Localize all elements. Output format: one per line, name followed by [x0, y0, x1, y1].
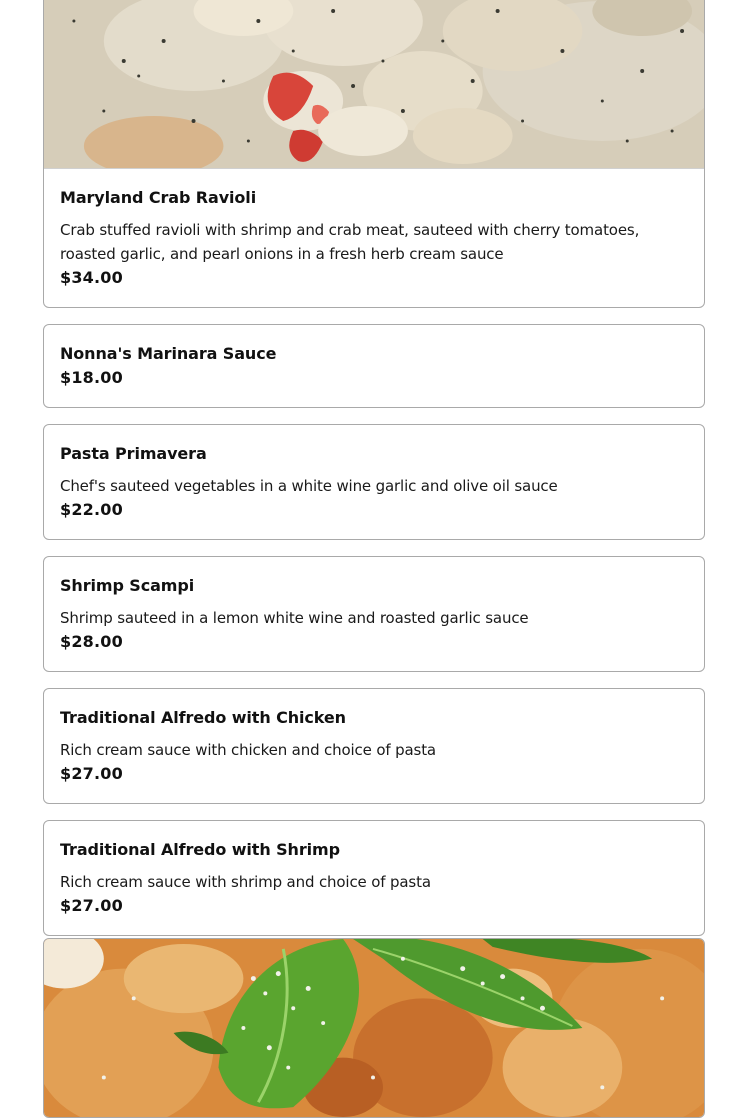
crab-ravioli-photo: [44, 0, 704, 169]
menu-item-description: Crab stuffed ravioli with shrimp and crab meat, sauteed with cherry tomatoes, roasted garlic, and pearl onions in a fresh herb cream sauce: [60, 221, 640, 263]
menu-item-list: [43, 0, 705, 952]
menu-item-price: $27.00: [60, 896, 123, 915]
menu-item-name: Maryland Crab Ravioli: [60, 188, 257, 207]
menu-item-name: Pasta Primavera: [60, 444, 207, 463]
menu-item-name: Nonna's Marinara Sauce: [60, 344, 277, 363]
menu-item-card[interactable]: [43, 688, 705, 804]
menu-item-price: $18.00: [60, 368, 123, 387]
menu-item-name: Traditional Alfredo with Shrimp: [60, 840, 340, 859]
menu-item-description: Rich cream sauce with chicken and choice of pasta: [60, 741, 436, 759]
menu-item-card[interactable]: [43, 938, 705, 1118]
menu-item-name: Traditional Alfredo with Chicken: [60, 708, 346, 727]
menu-item-body: [44, 689, 704, 803]
menu-item-card[interactable]: [43, 820, 705, 936]
menu-item-price: $28.00: [60, 632, 123, 651]
menu-item-body: [44, 325, 704, 407]
menu-item-description: Chef's sauteed vegetables in a white wine garlic and olive oil sauce: [60, 477, 558, 495]
menu-item-description: Shrimp sauteed in a lemon white wine and roasted garlic sauce: [60, 609, 529, 627]
menu-item-card[interactable]: [43, 324, 705, 408]
menu-item-body: [44, 821, 704, 935]
menu-item-price: $27.00: [60, 764, 123, 783]
menu-item-card[interactable]: [43, 0, 705, 308]
menu-item-body: [44, 557, 704, 671]
menu-item-price: $22.00: [60, 500, 123, 519]
menu-item-body: [44, 169, 704, 307]
menu-item-card[interactable]: [43, 424, 705, 540]
menu-item-name: Shrimp Scampi: [60, 576, 195, 595]
menu-item-price: $34.00: [60, 268, 123, 287]
menu-item-card[interactable]: [43, 556, 705, 672]
menu-item-description: Rich cream sauce with shrimp and choice of pasta: [60, 873, 431, 891]
menu-item-body: [44, 425, 704, 539]
penne-basil-photo: [44, 939, 704, 1117]
